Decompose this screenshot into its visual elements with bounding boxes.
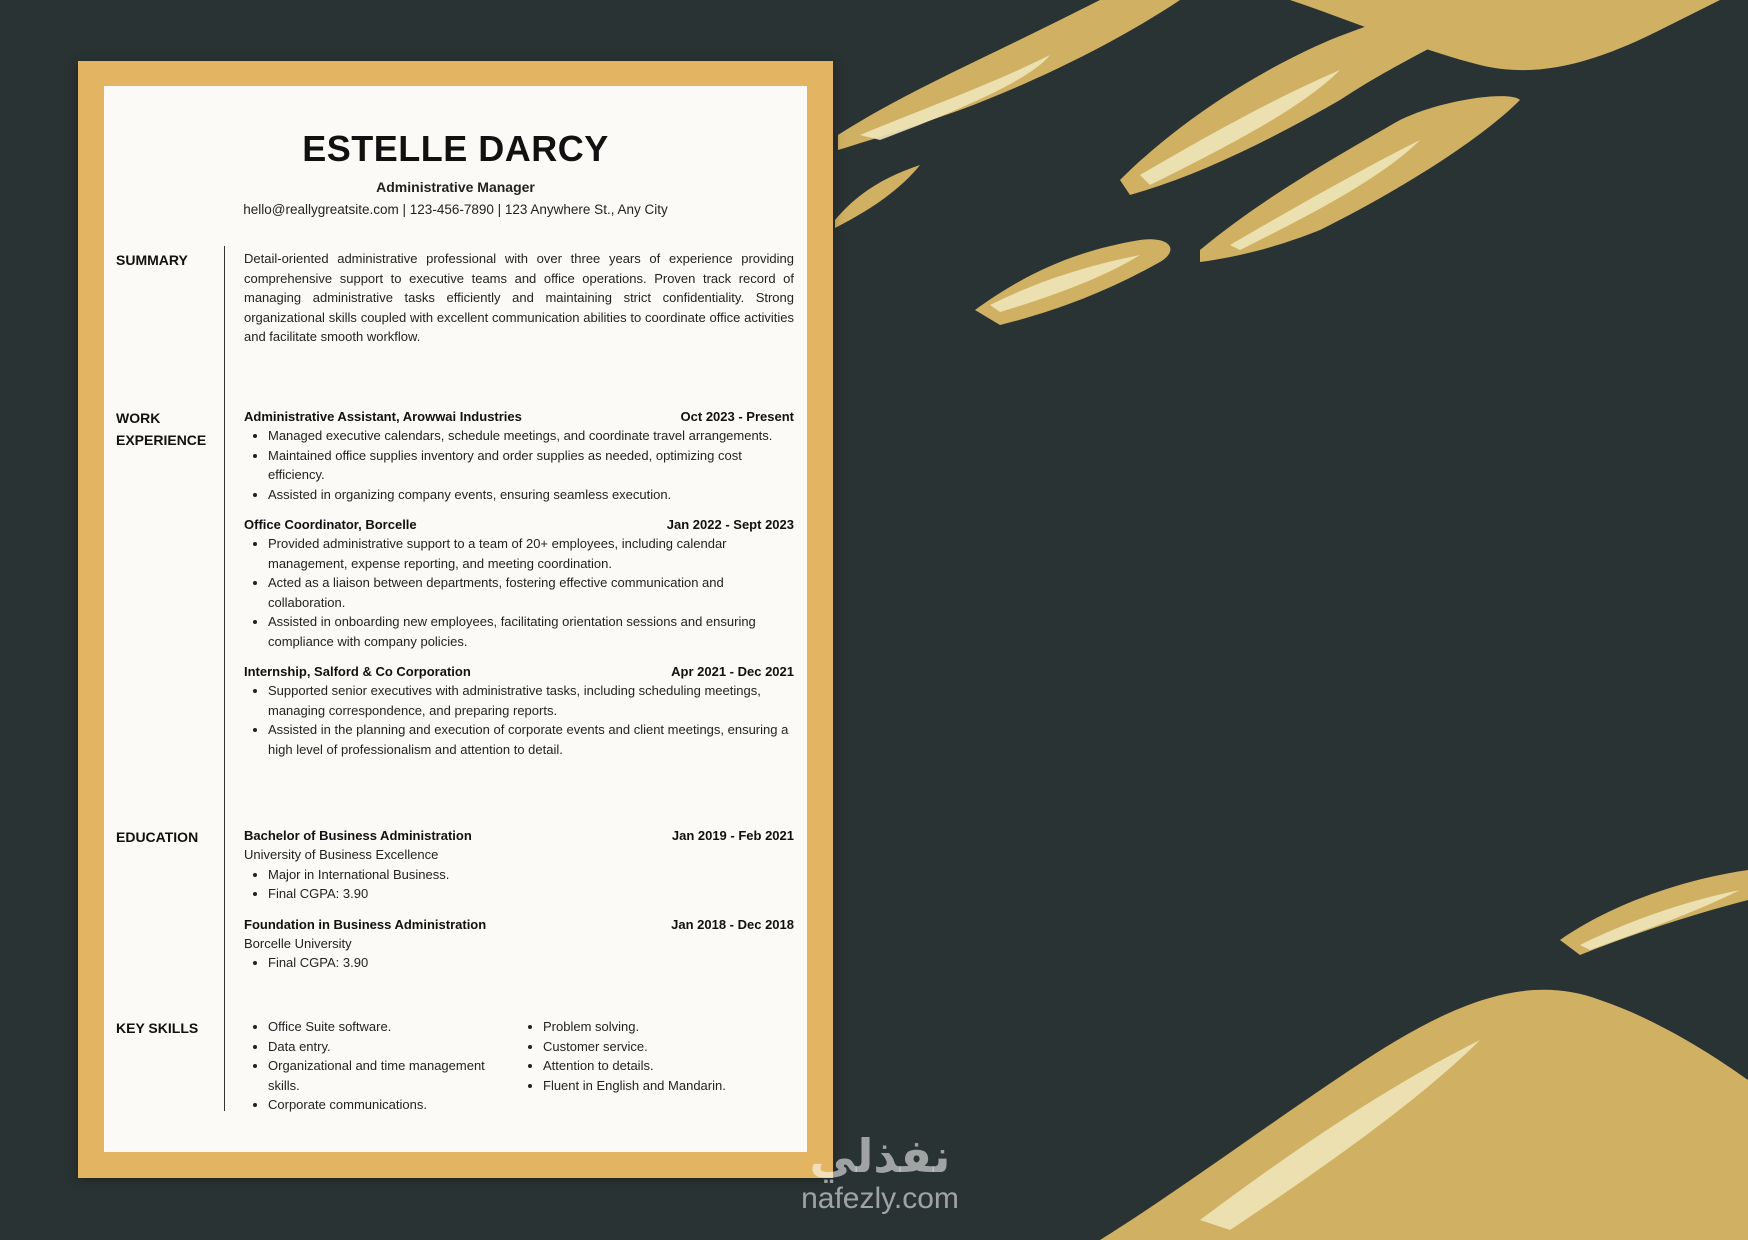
job-bullet: • Assisted in the planning and execution of corporate events and client meetings, ensuring a high level of professionalism and attention to detail. — [268, 720, 794, 759]
job-bullet: • Provided administrative support to a team of 20+ employees, including calendar management, expense reporting, and meeting coordination. — [268, 534, 794, 573]
resume-title: Administrative Manager — [376, 179, 535, 195]
job-bullet: • Acted as a liaison between departments, fostering effective communication and collaboration. — [268, 573, 794, 612]
resume-paper — [104, 86, 807, 1152]
job-bullets — [244, 681, 794, 759]
skills-column-1 — [244, 1017, 519, 1115]
summary-text: Detail-oriented administrative professional with over three years of experience providing comprehensive support to executive teams and office operations. Proven track record of managing administrative tasks efficiently and maintaining strict confidentiality. Strong organizational skills coupled with excellent communication abilities to coordinate office activities and facilitate smooth workflow. — [244, 251, 794, 344]
job-entry — [244, 662, 794, 759]
school: Borcelle University — [244, 935, 352, 951]
job-role: Internship, Salford & Co Corporation — [244, 664, 471, 679]
education-header — [244, 915, 794, 934]
education-entry — [244, 826, 794, 904]
work-label-line2: EXPERIENCE — [116, 432, 207, 448]
job-entry — [244, 407, 794, 504]
nafezly-watermark — [760, 1130, 1000, 1216]
job-bullet: • Maintained office supplies inventory and order supplies as needed, optimizing cost efficiency. — [268, 446, 794, 485]
school: University of Business Excellence — [244, 847, 439, 862]
skill-item: • Attention to details. — [543, 1056, 794, 1076]
education-bullet: • Final CGPA: 3.90 — [268, 953, 794, 973]
job-header — [244, 407, 794, 426]
job-entry — [244, 515, 794, 651]
skill-item: • Organizational and time management skills. — [268, 1056, 519, 1095]
job-role: Office Coordinator, Borcelle — [244, 517, 417, 532]
education-header — [244, 826, 794, 845]
skill-item: • Fluent in English and Mandarin. — [543, 1076, 794, 1096]
education-bullet: • Final CGPA: 3.90 — [268, 884, 794, 904]
job-header — [244, 515, 794, 534]
resume-name: ESTELLE DARCY — [302, 128, 609, 169]
work-label-line1: WORK — [116, 410, 161, 426]
skill-item: • Problem solving. — [543, 1017, 794, 1037]
education-dates: Jan 2018 - Dec 2018 — [671, 916, 794, 932]
job-dates: Apr 2021 - Dec 2021 — [671, 664, 794, 679]
skill-item: • Data entry. — [268, 1037, 519, 1057]
resume-frame — [78, 61, 833, 1178]
education-dates: Jan 2019 - Feb 2021 — [671, 828, 794, 843]
section-divider — [224, 246, 225, 1111]
degree: Bachelor of Business Administration — [244, 828, 472, 843]
skill-item: • Corporate communications. — [268, 1095, 519, 1115]
job-role: Administrative Assistant, Arowwai Industries — [244, 409, 522, 424]
watermark-latin: nafezly.com — [801, 1182, 959, 1215]
resume-contact: hello@reallygreatsite.com | 123-456-7890 | 123 Anywhere St., Any City — [243, 202, 668, 217]
education-entry — [244, 915, 794, 973]
education-bullets — [244, 865, 794, 904]
key-skills-label: KEY SKILLS — [116, 1020, 199, 1036]
education-bullet: • Major in International Business. — [268, 865, 794, 885]
work-experience-content — [244, 407, 794, 770]
key-skills-content — [244, 1017, 794, 1115]
skill-item: • Office Suite software. — [268, 1017, 519, 1037]
education-bullets — [244, 953, 794, 973]
job-bullet: • Supported senior executives with administrative tasks, including scheduling meetings, managing correspondence, and preparing reports. — [268, 681, 794, 720]
job-dates: Jan 2022 - Sept 2023 — [666, 517, 794, 532]
job-bullet: • Assisted in onboarding new employees, facilitating orientation sessions and ensuring compliance with company policies. — [268, 612, 794, 651]
job-bullet: • Assisted in organizing company events, ensuring seamless execution. — [268, 485, 794, 505]
skill-item: • Customer service. — [543, 1037, 794, 1057]
summary-label: SUMMARY — [116, 252, 188, 268]
skills-column-2 — [519, 1017, 794, 1115]
job-bullet: • Managed executive calendars, schedule meetings, and coordinate travel arrangements. — [268, 426, 794, 446]
degree: Foundation in Business Administration — [244, 916, 487, 932]
education-label: EDUCATION — [116, 829, 199, 845]
job-bullets — [244, 534, 794, 651]
job-header — [244, 662, 794, 681]
watermark-arabic: نفذلي — [809, 1129, 951, 1183]
job-dates: Oct 2023 - Present — [680, 409, 794, 424]
job-bullets — [244, 426, 794, 504]
education-content — [244, 826, 794, 984]
work-experience-label — [116, 407, 216, 451]
